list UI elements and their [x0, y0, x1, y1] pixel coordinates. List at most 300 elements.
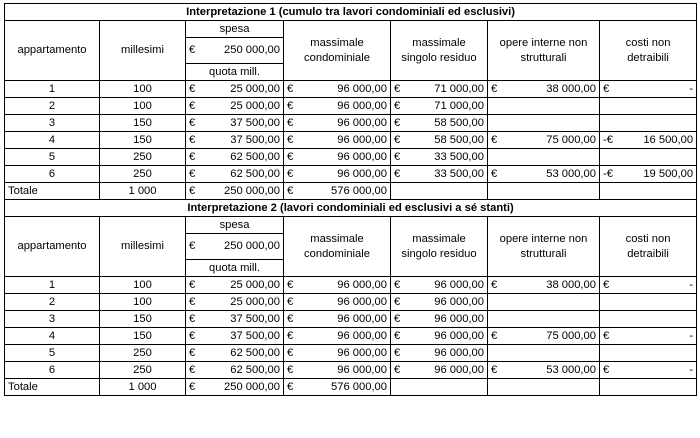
cell-costi-value [603, 167, 693, 182]
cell-costi[interactable] [600, 294, 697, 311]
header-row [5, 21, 697, 38]
cell-residuo[interactable] [391, 277, 488, 294]
cell-opere[interactable] [488, 362, 600, 379]
currency-symbol: -€ [603, 167, 613, 180]
currency-symbol: € [189, 380, 196, 393]
amount: 96 000,00 [434, 363, 484, 376]
section-title: Interpretazione 1 (cumulo tra lavori condominiali ed esclusivi) [5, 4, 697, 21]
cell-totale-millesimi[interactable]: 1 000 [100, 183, 186, 200]
cell-appartamento[interactable]: 4 [5, 132, 100, 149]
cell-opere-value [491, 133, 596, 148]
cell-massimale[interactable] [284, 345, 391, 362]
cell-totale-massimale-value [287, 184, 387, 199]
cell-appartamento[interactable]: 5 [5, 149, 100, 166]
amount: 25 000,00 [230, 82, 280, 95]
cell-residuo[interactable] [391, 149, 488, 166]
cell-residuo[interactable] [391, 311, 488, 328]
cell-residuo-value [394, 329, 484, 344]
cell-massimale[interactable] [284, 328, 391, 345]
header-costi-non-detraibili [600, 21, 697, 81]
cell-massimale[interactable] [284, 294, 391, 311]
cell-opere[interactable] [488, 277, 600, 294]
spesa-total-cell-value [189, 239, 280, 254]
header-massimale-condominiale [284, 21, 391, 81]
currency-symbol: € [287, 363, 294, 376]
cell-opere-value [491, 167, 596, 182]
spreadsheet-table [4, 3, 697, 396]
cell-residuo-value [394, 346, 484, 361]
cell-empty[interactable] [600, 183, 697, 200]
cell-residuo-value [394, 312, 484, 327]
cell-massimale-value [287, 363, 387, 378]
header-opere-interne [488, 217, 600, 277]
table-row [5, 166, 697, 183]
currency-symbol: € [189, 44, 196, 56]
header-row [5, 217, 697, 234]
amount: 96 000,00 [337, 82, 387, 95]
cell-costi[interactable] [600, 362, 697, 379]
currency-symbol: € [491, 363, 498, 376]
currency-symbol: € [491, 82, 498, 95]
cell-opere[interactable] [488, 345, 600, 362]
amount: 37 500,00 [230, 329, 280, 342]
cell-opere[interactable] [488, 81, 600, 98]
currency-symbol: € [394, 278, 401, 291]
amount: 96 000,00 [337, 99, 387, 112]
amount: 96 000,00 [337, 312, 387, 325]
amount: 37 500,00 [230, 116, 280, 129]
currency-symbol: € [394, 150, 401, 163]
cell-empty[interactable] [488, 379, 600, 396]
currency-symbol: € [491, 133, 498, 146]
cell-massimale[interactable] [284, 115, 391, 132]
cell-totale-label[interactable]: Totale [5, 183, 100, 200]
currency-symbol: € [394, 82, 401, 95]
cell-quota-value [189, 363, 280, 378]
amount: 62 500,00 [230, 167, 280, 180]
cell-quota[interactable] [186, 328, 284, 345]
currency-symbol: € [189, 150, 196, 163]
cell-quota[interactable] [186, 98, 284, 115]
cell-costi-value [603, 278, 693, 293]
header-massimale-residuo [391, 217, 488, 277]
cell-appartamento[interactable]: 3 [5, 311, 100, 328]
cell-opere[interactable] [488, 166, 600, 183]
cell-quota-value [189, 82, 280, 97]
cell-quota-value [189, 133, 280, 148]
currency-symbol: € [287, 116, 294, 129]
cell-residuo-value [394, 278, 484, 293]
cell-costi-value [603, 329, 693, 344]
amount: 25 000,00 [230, 99, 280, 112]
header-massimale-residuo [391, 21, 488, 81]
currency-symbol: € [394, 116, 401, 129]
cell-massimale-value [287, 346, 387, 361]
cell-quota[interactable] [186, 81, 284, 98]
cell-massimale[interactable] [284, 81, 391, 98]
header-massimale-residuo-line2: singolo residuo [401, 51, 477, 64]
amount: 62 500,00 [230, 346, 280, 359]
cell-appartamento[interactable]: 1 [5, 277, 100, 294]
currency-symbol: € [394, 133, 401, 146]
amount: 58 500,00 [434, 116, 484, 129]
cell-opere[interactable] [488, 149, 600, 166]
currency-symbol: € [287, 82, 294, 95]
spesa-total-cell[interactable] [186, 234, 284, 260]
cell-totale-label[interactable]: Totale [5, 379, 100, 396]
cell-quota-value [189, 295, 280, 310]
currency-symbol: € [189, 82, 196, 95]
cell-massimale[interactable] [284, 311, 391, 328]
cell-opere[interactable] [488, 328, 600, 345]
header-costi-non-detraibili-line2: detraibili [627, 247, 669, 260]
currency-symbol: € [189, 312, 196, 325]
cell-quota[interactable] [186, 132, 284, 149]
cell-residuo[interactable] [391, 294, 488, 311]
amount: 96 000,00 [337, 167, 387, 180]
header-massimale-condominiale-line2: condominiale [304, 247, 370, 260]
cell-costi[interactable] [600, 149, 697, 166]
amount: 96 000,00 [434, 346, 484, 359]
currency-symbol: € [189, 116, 196, 129]
currency-symbol: € [189, 133, 196, 146]
cell-totale-quota-value [189, 380, 280, 395]
cell-costi[interactable] [600, 277, 697, 294]
currency-symbol: -€ [603, 133, 613, 146]
header-massimale-residuo-line2: singolo residuo [401, 247, 477, 260]
currency-symbol: € [189, 329, 196, 342]
cell-massimale-value [287, 82, 387, 97]
amount: 62 500,00 [230, 150, 280, 163]
currency-symbol: € [287, 380, 294, 393]
cell-residuo-value [394, 82, 484, 97]
cell-appartamento[interactable]: 2 [5, 98, 100, 115]
amount: 96 000,00 [337, 329, 387, 342]
currency-symbol: € [491, 278, 498, 291]
cell-millesimi[interactable]: 150 [100, 115, 186, 132]
cell-costi-value [603, 133, 693, 148]
currency-symbol: € [287, 150, 294, 163]
cell-massimale[interactable] [284, 132, 391, 149]
cell-totale-quota-value [189, 184, 280, 199]
cell-costi-value [603, 82, 693, 97]
currency-symbol: € [189, 363, 196, 376]
cell-quota-value [189, 167, 280, 182]
amount: 33 500,00 [434, 167, 484, 180]
header-costi-non-detraibili-line2: detraibili [627, 51, 669, 64]
table-row [5, 311, 697, 328]
cell-millesimi[interactable]: 150 [100, 311, 186, 328]
header-opere-interne-line1: opere interne non [499, 232, 588, 245]
header-quota-mill: quota mill. [186, 64, 284, 81]
currency-symbol: € [189, 240, 196, 252]
cell-quota[interactable] [186, 362, 284, 379]
amount: 33 500,00 [434, 150, 484, 163]
currency-symbol: € [287, 312, 294, 325]
cell-appartamento[interactable]: 2 [5, 294, 100, 311]
currency-symbol: € [189, 346, 196, 359]
cell-residuo-value [394, 167, 484, 182]
spesa-total-cell[interactable] [186, 38, 284, 64]
cell-massimale-value [287, 116, 387, 131]
cell-millesimi[interactable]: 150 [100, 132, 186, 149]
cell-opere-value [491, 329, 596, 344]
cell-appartamento[interactable]: 5 [5, 345, 100, 362]
cell-residuo-value [394, 99, 484, 114]
table-row [5, 98, 697, 115]
currency-symbol: € [603, 363, 610, 376]
amount: 250 000,00 [224, 184, 280, 197]
cell-quota[interactable] [186, 294, 284, 311]
table-row [5, 132, 697, 149]
cell-quota-value [189, 346, 280, 361]
cell-millesimi[interactable]: 100 [100, 98, 186, 115]
cell-quota[interactable] [186, 277, 284, 294]
currency-symbol: € [287, 184, 294, 197]
cell-opere[interactable] [488, 115, 600, 132]
cell-quota[interactable] [186, 115, 284, 132]
cell-costi[interactable] [600, 132, 697, 149]
header-appartamento: appartamento [5, 217, 100, 277]
amount: 250 000,00 [224, 380, 280, 393]
currency-symbol: € [394, 295, 401, 308]
cell-millesimi[interactable]: 250 [100, 362, 186, 379]
amount: 16 500,00 [643, 133, 694, 146]
cell-quota-value [189, 99, 280, 114]
amount: 96 000,00 [434, 312, 484, 325]
amount: 38 000,00 [546, 278, 596, 291]
cell-costi[interactable] [600, 328, 697, 345]
cell-millesimi[interactable]: 100 [100, 81, 186, 98]
cell-quota[interactable] [186, 345, 284, 362]
amount: 96 000,00 [337, 295, 387, 308]
currency-symbol: € [491, 329, 498, 342]
currency-symbol: € [189, 278, 196, 291]
cell-totale-quota[interactable] [186, 183, 284, 200]
cell-empty[interactable] [600, 379, 697, 396]
cell-appartamento[interactable]: 6 [5, 166, 100, 183]
currency-symbol: € [491, 167, 498, 180]
currency-symbol: € [394, 346, 401, 359]
cell-massimale[interactable] [284, 277, 391, 294]
header-appartamento: appartamento [5, 21, 100, 81]
currency-symbol: € [394, 329, 401, 342]
amount: - [689, 278, 694, 291]
header-costi-non-detraibili-line1: costi non [625, 36, 671, 49]
cell-opere-value [491, 82, 596, 97]
currency-symbol: € [189, 184, 196, 197]
amount: 53 000,00 [546, 363, 596, 376]
amount: 37 500,00 [230, 312, 280, 325]
cell-massimale-value [287, 312, 387, 327]
currency-symbol: € [394, 167, 401, 180]
header-massimale-condominiale-line1: massimale [310, 232, 364, 245]
cell-massimale-value [287, 329, 387, 344]
cell-costi[interactable] [600, 345, 697, 362]
amount: 19 500,00 [643, 167, 694, 180]
header-spesa: spesa [186, 217, 284, 234]
cell-quota-value [189, 312, 280, 327]
cell-costi[interactable] [600, 81, 697, 98]
cell-empty[interactable] [391, 379, 488, 396]
cell-costi-value [603, 363, 693, 378]
amount: - [689, 82, 694, 95]
cell-massimale-value [287, 133, 387, 148]
cell-residuo[interactable] [391, 328, 488, 345]
table-row [5, 328, 697, 345]
cell-opere[interactable] [488, 311, 600, 328]
cell-totale-quota[interactable] [186, 379, 284, 396]
cell-appartamento[interactable]: 1 [5, 81, 100, 98]
currency-symbol: € [189, 295, 196, 308]
table-row [5, 149, 697, 166]
cell-totale-massimale[interactable] [284, 379, 391, 396]
total-row [5, 183, 697, 200]
cell-millesimi[interactable]: 150 [100, 328, 186, 345]
amount: 576 000,00 [331, 380, 387, 393]
header-massimale-residuo-line1: massimale [412, 232, 466, 245]
cell-costi[interactable] [600, 98, 697, 115]
amount: 96 000,00 [337, 278, 387, 291]
cell-residuo-value [394, 133, 484, 148]
cell-residuo[interactable] [391, 98, 488, 115]
section-title-row [5, 200, 697, 217]
cell-massimale-value [287, 295, 387, 310]
total-row [5, 379, 697, 396]
cell-appartamento[interactable]: 3 [5, 115, 100, 132]
cell-appartamento[interactable]: 4 [5, 328, 100, 345]
cell-costi[interactable] [600, 166, 697, 183]
currency-symbol: € [287, 278, 294, 291]
amount: 96 000,00 [337, 363, 387, 376]
cell-residuo[interactable] [391, 345, 488, 362]
section-title: Interpretazione 2 (lavori condominiali ed esclusivi a sé stanti) [5, 200, 697, 217]
cell-millesimi[interactable]: 100 [100, 277, 186, 294]
cell-massimale-value [287, 278, 387, 293]
table-row [5, 115, 697, 132]
amount: 250 000,00 [224, 240, 280, 252]
amount: 75 000,00 [546, 329, 596, 342]
currency-symbol: € [394, 363, 401, 376]
header-quota-mill: quota mill. [186, 260, 284, 277]
amount: 37 500,00 [230, 133, 280, 146]
cell-quota-value [189, 150, 280, 165]
cell-costi[interactable] [600, 311, 697, 328]
cell-quota[interactable] [186, 166, 284, 183]
cell-residuo[interactable] [391, 362, 488, 379]
cell-residuo[interactable] [391, 132, 488, 149]
table-row [5, 81, 697, 98]
cell-residuo[interactable] [391, 115, 488, 132]
cell-appartamento[interactable]: 6 [5, 362, 100, 379]
cell-residuo-value [394, 116, 484, 131]
cell-opere[interactable] [488, 132, 600, 149]
amount: 71 000,00 [434, 82, 484, 95]
cell-quota[interactable] [186, 149, 284, 166]
header-spesa: spesa [186, 21, 284, 38]
currency-symbol: € [603, 82, 610, 95]
cell-empty[interactable] [488, 183, 600, 200]
amount: 250 000,00 [224, 44, 280, 56]
amount: 576 000,00 [331, 184, 387, 197]
currency-symbol: € [189, 99, 196, 112]
header-opere-interne [488, 21, 600, 81]
currency-symbol: € [287, 295, 294, 308]
table-row [5, 345, 697, 362]
amount: 25 000,00 [230, 278, 280, 291]
table-row [5, 294, 697, 311]
cell-empty[interactable] [391, 183, 488, 200]
cell-millesimi[interactable]: 250 [100, 166, 186, 183]
spesa-total-cell-value [189, 43, 280, 58]
cell-residuo[interactable] [391, 81, 488, 98]
section-title-row [5, 4, 697, 21]
cell-massimale-value [287, 150, 387, 165]
spreadsheet [4, 3, 696, 396]
cell-totale-millesimi[interactable]: 1 000 [100, 379, 186, 396]
cell-massimale[interactable] [284, 362, 391, 379]
currency-symbol: € [287, 346, 294, 359]
amount: 96 000,00 [434, 329, 484, 342]
cell-millesimi[interactable]: 100 [100, 294, 186, 311]
cell-residuo[interactable] [391, 166, 488, 183]
currency-symbol: € [287, 167, 294, 180]
currency-symbol: € [189, 167, 196, 180]
amount: 96 000,00 [337, 346, 387, 359]
cell-residuo-value [394, 363, 484, 378]
cell-quota[interactable] [186, 311, 284, 328]
header-costi-non-detraibili [600, 217, 697, 277]
cell-millesimi[interactable]: 250 [100, 345, 186, 362]
cell-totale-massimale[interactable] [284, 183, 391, 200]
header-massimale-residuo-line1: massimale [412, 36, 466, 49]
cell-massimale[interactable] [284, 166, 391, 183]
cell-opere-value [491, 363, 596, 378]
amount: 38 000,00 [546, 82, 596, 95]
table-row [5, 277, 697, 294]
header-millesimi: millesimi [100, 21, 186, 81]
currency-symbol: € [287, 329, 294, 342]
cell-massimale-value [287, 99, 387, 114]
header-opere-interne-line2: strutturali [520, 51, 567, 64]
currency-symbol: € [394, 99, 401, 112]
cell-totale-massimale-value [287, 380, 387, 395]
amount: - [689, 329, 694, 342]
cell-residuo-value [394, 150, 484, 165]
amount: 71 000,00 [434, 99, 484, 112]
amount: 25 000,00 [230, 295, 280, 308]
cell-millesimi[interactable]: 250 [100, 149, 186, 166]
cell-massimale[interactable] [284, 98, 391, 115]
header-massimale-condominiale-line1: massimale [310, 36, 364, 49]
currency-symbol: € [287, 133, 294, 146]
cell-residuo-value [394, 295, 484, 310]
cell-quota-value [189, 329, 280, 344]
amount: 62 500,00 [230, 363, 280, 376]
cell-opere-value [491, 278, 596, 293]
cell-massimale[interactable] [284, 149, 391, 166]
cell-costi[interactable] [600, 115, 697, 132]
amount: 75 000,00 [546, 133, 596, 146]
header-millesimi: millesimi [100, 217, 186, 277]
header-costi-non-detraibili-line1: costi non [625, 232, 671, 245]
cell-opere[interactable] [488, 294, 600, 311]
header-opere-interne-line1: opere interne non [499, 36, 588, 49]
cell-opere[interactable] [488, 98, 600, 115]
header-massimale-condominiale-line2: condominiale [304, 51, 370, 64]
amount: 96 000,00 [337, 133, 387, 146]
currency-symbol: € [603, 278, 610, 291]
